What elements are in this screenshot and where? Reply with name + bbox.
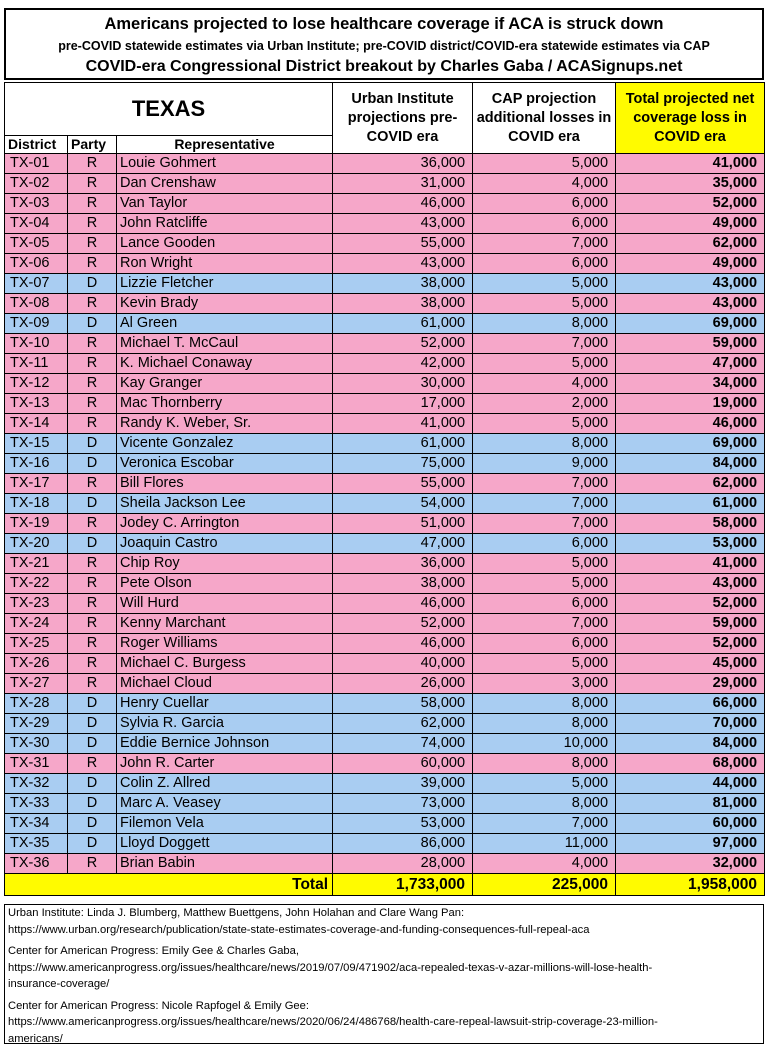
party-cell: D <box>68 774 117 794</box>
table-row <box>5 394 765 414</box>
cap-value-cell: 6,000 <box>473 214 616 234</box>
district-cell: TX-26 <box>5 654 68 674</box>
urban-value-cell: 53,000 <box>333 814 473 834</box>
representative-cell: John R. Carter <box>117 754 333 774</box>
party-cell: R <box>68 634 117 654</box>
total-value-cell: 59,000 <box>616 334 765 354</box>
cap-value-cell: 8,000 <box>473 314 616 334</box>
table-row <box>5 654 765 674</box>
party-cell: R <box>68 334 117 354</box>
table-row <box>5 774 765 794</box>
party-cell: R <box>68 474 117 494</box>
col-party-header: Party <box>68 136 117 154</box>
table-row <box>5 814 765 834</box>
representative-cell: Eddie Bernice Johnson <box>117 734 333 754</box>
cap-value-cell: 8,000 <box>473 714 616 734</box>
district-cell: TX-15 <box>5 434 68 454</box>
source-citation: Center for American Progress: Emily Gee & Charles Gaba, <box>8 945 299 957</box>
representative-cell: Filemon Vela <box>117 814 333 834</box>
sources-notes <box>4 904 764 1044</box>
source-url: insurance-coverage/ <box>8 978 110 990</box>
table-row <box>5 234 765 254</box>
col-total-header: Total projected net coverage loss in COVID era <box>616 83 765 154</box>
table-row <box>5 174 765 194</box>
urban-value-cell: 39,000 <box>333 774 473 794</box>
urban-value-cell: 60,000 <box>333 754 473 774</box>
table-row <box>5 834 765 854</box>
representative-cell: K. Michael Conaway <box>117 354 333 374</box>
urban-value-cell: 55,000 <box>333 234 473 254</box>
district-cell: TX-11 <box>5 354 68 374</box>
urban-value-cell: 43,000 <box>333 254 473 274</box>
urban-value-cell: 75,000 <box>333 454 473 474</box>
total-value-cell: 69,000 <box>616 434 765 454</box>
representative-cell: Marc A. Veasey <box>117 794 333 814</box>
urban-value-cell: 28,000 <box>333 854 473 874</box>
total-value-cell: 41,000 <box>616 154 765 174</box>
party-cell: D <box>68 714 117 734</box>
cap-value-cell: 5,000 <box>473 414 616 434</box>
representative-cell: Roger Williams <box>117 634 333 654</box>
representative-cell: Lloyd Doggett <box>117 834 333 854</box>
table-row <box>5 314 765 334</box>
cap-value-cell: 7,000 <box>473 614 616 634</box>
title-box <box>4 8 764 80</box>
representative-cell: Lance Gooden <box>117 234 333 254</box>
district-cell: TX-33 <box>5 794 68 814</box>
representative-cell: Kevin Brady <box>117 294 333 314</box>
table-row <box>5 334 765 354</box>
total-value-cell: 60,000 <box>616 814 765 834</box>
representative-cell: Ron Wright <box>117 254 333 274</box>
cap-value-cell: 8,000 <box>473 754 616 774</box>
source-note <box>5 905 763 938</box>
cap-value-cell: 5,000 <box>473 354 616 374</box>
representative-cell: Lizzie Fletcher <box>117 274 333 294</box>
total-value-cell: 43,000 <box>616 294 765 314</box>
total-value-cell: 46,000 <box>616 414 765 434</box>
cap-value-cell: 6,000 <box>473 594 616 614</box>
party-cell: R <box>68 514 117 534</box>
representative-cell: Mac Thornberry <box>117 394 333 414</box>
table-row <box>5 354 765 374</box>
cap-value-cell: 3,000 <box>473 674 616 694</box>
total-value-cell: 52,000 <box>616 634 765 654</box>
table-row <box>5 574 765 594</box>
cap-value-cell: 5,000 <box>473 574 616 594</box>
urban-value-cell: 46,000 <box>333 634 473 654</box>
total-value-cell: 35,000 <box>616 174 765 194</box>
urban-value-cell: 36,000 <box>333 154 473 174</box>
district-cell: TX-23 <box>5 594 68 614</box>
district-cell: TX-02 <box>5 174 68 194</box>
urban-value-cell: 42,000 <box>333 354 473 374</box>
party-cell: R <box>68 354 117 374</box>
table-row <box>5 554 765 574</box>
district-cell: TX-01 <box>5 154 68 174</box>
district-cell: TX-05 <box>5 234 68 254</box>
representative-cell: Henry Cuellar <box>117 694 333 714</box>
total-value-cell: 53,000 <box>616 534 765 554</box>
district-cell: TX-16 <box>5 454 68 474</box>
urban-value-cell: 41,000 <box>333 414 473 434</box>
total-value-cell: 49,000 <box>616 254 765 274</box>
urban-value-cell: 30,000 <box>333 374 473 394</box>
district-cell: TX-10 <box>5 334 68 354</box>
party-cell: R <box>68 254 117 274</box>
total-value-cell: 62,000 <box>616 234 765 254</box>
urban-value-cell: 55,000 <box>333 474 473 494</box>
cap-value-cell: 5,000 <box>473 154 616 174</box>
urban-value-cell: 52,000 <box>333 614 473 634</box>
cap-value-cell: 5,000 <box>473 274 616 294</box>
table-row <box>5 274 765 294</box>
table-row <box>5 854 765 874</box>
urban-value-cell: 51,000 <box>333 514 473 534</box>
table-row <box>5 694 765 714</box>
party-cell: D <box>68 274 117 294</box>
table-row <box>5 614 765 634</box>
urban-value-cell: 36,000 <box>333 554 473 574</box>
urban-value-cell: 52,000 <box>333 334 473 354</box>
total-value-cell: 41,000 <box>616 554 765 574</box>
cap-value-cell: 6,000 <box>473 194 616 214</box>
cap-value-cell: 11,000 <box>473 834 616 854</box>
col-urban-header: Urban Institute projections pre-COVID era <box>333 83 473 154</box>
representative-cell: Kay Granger <box>117 374 333 394</box>
party-cell: R <box>68 594 117 614</box>
district-cell: TX-31 <box>5 754 68 774</box>
table-row <box>5 514 765 534</box>
total-value-cell: 47,000 <box>616 354 765 374</box>
district-cell: TX-34 <box>5 814 68 834</box>
table-row <box>5 754 765 774</box>
party-cell: R <box>68 214 117 234</box>
district-cell: TX-03 <box>5 194 68 214</box>
party-cell: R <box>68 654 117 674</box>
representative-cell: Will Hurd <box>117 594 333 614</box>
table-row <box>5 494 765 514</box>
party-cell: D <box>68 494 117 514</box>
total-row <box>5 874 765 896</box>
representative-cell: Pete Olson <box>117 574 333 594</box>
total-urban: 1,733,000 <box>333 874 473 896</box>
party-cell: R <box>68 294 117 314</box>
table-row <box>5 734 765 754</box>
district-cell: TX-08 <box>5 294 68 314</box>
district-cell: TX-25 <box>5 634 68 654</box>
party-cell: D <box>68 534 117 554</box>
source-citation: Urban Institute: Linda J. Blumberg, Matthew Buettgens, John Holahan and Clare Wang Pan: <box>8 907 465 919</box>
source-note <box>5 998 763 1048</box>
cap-value-cell: 5,000 <box>473 554 616 574</box>
district-cell: TX-22 <box>5 574 68 594</box>
total-value-cell: 66,000 <box>616 694 765 714</box>
table-row <box>5 294 765 314</box>
total-value-cell: 62,000 <box>616 474 765 494</box>
district-cell: TX-13 <box>5 394 68 414</box>
urban-value-cell: 61,000 <box>333 314 473 334</box>
cap-value-cell: 8,000 <box>473 794 616 814</box>
party-cell: R <box>68 394 117 414</box>
representative-cell: Brian Babin <box>117 854 333 874</box>
urban-value-cell: 46,000 <box>333 194 473 214</box>
urban-value-cell: 47,000 <box>333 534 473 554</box>
representative-cell: Van Taylor <box>117 194 333 214</box>
cap-value-cell: 7,000 <box>473 514 616 534</box>
table-row <box>5 194 765 214</box>
party-cell: R <box>68 234 117 254</box>
party-cell: D <box>68 834 117 854</box>
district-cell: TX-32 <box>5 774 68 794</box>
total-net: 1,958,000 <box>616 874 765 896</box>
district-cell: TX-28 <box>5 694 68 714</box>
representative-cell: Vicente Gonzalez <box>117 434 333 454</box>
table-row <box>5 154 765 174</box>
total-value-cell: 34,000 <box>616 374 765 394</box>
urban-value-cell: 54,000 <box>333 494 473 514</box>
representative-cell: Veronica Escobar <box>117 454 333 474</box>
table-row <box>5 434 765 454</box>
district-cell: TX-30 <box>5 734 68 754</box>
total-value-cell: 97,000 <box>616 834 765 854</box>
total-cap: 225,000 <box>473 874 616 896</box>
state-name: TEXAS <box>5 83 333 136</box>
district-cell: TX-04 <box>5 214 68 234</box>
district-cell: TX-20 <box>5 534 68 554</box>
representative-cell: Sheila Jackson Lee <box>117 494 333 514</box>
party-cell: R <box>68 174 117 194</box>
total-value-cell: 70,000 <box>616 714 765 734</box>
total-value-cell: 81,000 <box>616 794 765 814</box>
cap-value-cell: 6,000 <box>473 634 616 654</box>
party-cell: D <box>68 794 117 814</box>
cap-value-cell: 2,000 <box>473 394 616 414</box>
representative-cell: Randy K. Weber, Sr. <box>117 414 333 434</box>
cap-value-cell: 6,000 <box>473 254 616 274</box>
total-value-cell: 49,000 <box>616 214 765 234</box>
table-row <box>5 674 765 694</box>
total-value-cell: 29,000 <box>616 674 765 694</box>
representative-cell: Al Green <box>117 314 333 334</box>
representative-cell: Sylvia R. Garcia <box>117 714 333 734</box>
party-cell: D <box>68 314 117 334</box>
col-rep-header: Representative <box>117 136 333 154</box>
party-cell: D <box>68 694 117 714</box>
representative-cell: Colin Z. Allred <box>117 774 333 794</box>
representative-cell: Jodey C. Arrington <box>117 514 333 534</box>
district-cell: TX-09 <box>5 314 68 334</box>
district-cell: TX-06 <box>5 254 68 274</box>
cap-value-cell: 5,000 <box>473 294 616 314</box>
col-district-header: District <box>5 136 68 154</box>
total-value-cell: 58,000 <box>616 514 765 534</box>
total-value-cell: 61,000 <box>616 494 765 514</box>
urban-value-cell: 38,000 <box>333 294 473 314</box>
cap-value-cell: 7,000 <box>473 474 616 494</box>
table-row <box>5 414 765 434</box>
table-row <box>5 254 765 274</box>
urban-value-cell: 38,000 <box>333 274 473 294</box>
representative-cell: Michael Cloud <box>117 674 333 694</box>
party-cell: R <box>68 574 117 594</box>
urban-value-cell: 43,000 <box>333 214 473 234</box>
party-cell: D <box>68 814 117 834</box>
source-url: americans/ <box>8 1032 63 1045</box>
representative-cell: Bill Flores <box>117 474 333 494</box>
urban-value-cell: 31,000 <box>333 174 473 194</box>
cap-value-cell: 8,000 <box>473 434 616 454</box>
district-cell: TX-18 <box>5 494 68 514</box>
cap-value-cell: 9,000 <box>473 454 616 474</box>
cap-value-cell: 5,000 <box>473 654 616 674</box>
title-main: Americans projected to lose healthcare coverage if ACA is struck down <box>104 15 664 33</box>
total-value-cell: 52,000 <box>616 194 765 214</box>
representative-cell: Michael C. Burgess <box>117 654 333 674</box>
total-value-cell: 84,000 <box>616 734 765 754</box>
cap-value-cell: 7,000 <box>473 494 616 514</box>
representative-cell: Chip Roy <box>117 554 333 574</box>
total-value-cell: 45,000 <box>616 654 765 674</box>
urban-value-cell: 74,000 <box>333 734 473 754</box>
title-sources: pre-COVID statewide estimates via Urban Institute; pre-COVID district/COVID-era statewide estimates via CAP <box>58 39 710 53</box>
source-url: https://www.americanprogress.org/issues/healthcare/news/2020/06/24/486768/health-care-repeal-lawsuit-strip-coverage-23-million- <box>8 1016 658 1028</box>
district-cell: TX-35 <box>5 834 68 854</box>
cap-value-cell: 8,000 <box>473 694 616 714</box>
party-cell: D <box>68 434 117 454</box>
district-cell: TX-17 <box>5 474 68 494</box>
table-row <box>5 214 765 234</box>
cap-value-cell: 7,000 <box>473 234 616 254</box>
table-row <box>5 454 765 474</box>
table-row <box>5 534 765 554</box>
cap-value-cell: 7,000 <box>473 334 616 354</box>
representative-cell: Michael T. McCaul <box>117 334 333 354</box>
table-body <box>5 154 765 874</box>
cap-value-cell: 6,000 <box>473 534 616 554</box>
cap-value-cell: 4,000 <box>473 374 616 394</box>
district-cell: TX-27 <box>5 674 68 694</box>
table-row <box>5 594 765 614</box>
representative-cell: John Ratcliffe <box>117 214 333 234</box>
table-row <box>5 634 765 654</box>
representative-cell: Dan Crenshaw <box>117 174 333 194</box>
urban-value-cell: 38,000 <box>333 574 473 594</box>
district-cell: TX-24 <box>5 614 68 634</box>
party-cell: R <box>68 674 117 694</box>
total-label: Total <box>5 874 333 896</box>
representative-cell: Joaquin Castro <box>117 534 333 554</box>
urban-value-cell: 46,000 <box>333 594 473 614</box>
district-cell: TX-12 <box>5 374 68 394</box>
party-cell: R <box>68 194 117 214</box>
cap-value-cell: 4,000 <box>473 854 616 874</box>
representative-cell: Louie Gohmert <box>117 154 333 174</box>
source-note <box>5 943 763 993</box>
table-row <box>5 714 765 734</box>
district-cell: TX-21 <box>5 554 68 574</box>
party-cell: R <box>68 754 117 774</box>
title-credit: COVID-era Congressional District breakout by Charles Gaba / ACASignups.net <box>85 58 683 75</box>
total-value-cell: 52,000 <box>616 594 765 614</box>
urban-value-cell: 62,000 <box>333 714 473 734</box>
district-cell: TX-29 <box>5 714 68 734</box>
cap-value-cell: 10,000 <box>473 734 616 754</box>
party-cell: D <box>68 454 117 474</box>
total-value-cell: 59,000 <box>616 614 765 634</box>
cap-value-cell: 5,000 <box>473 774 616 794</box>
table-row <box>5 374 765 394</box>
district-cell: TX-07 <box>5 274 68 294</box>
district-cell: TX-14 <box>5 414 68 434</box>
party-cell: D <box>68 734 117 754</box>
urban-value-cell: 40,000 <box>333 654 473 674</box>
cap-value-cell: 4,000 <box>473 174 616 194</box>
representative-cell: Kenny Marchant <box>117 614 333 634</box>
party-cell: R <box>68 374 117 394</box>
urban-value-cell: 86,000 <box>333 834 473 854</box>
party-cell: R <box>68 554 117 574</box>
district-cell: TX-36 <box>5 854 68 874</box>
source-url: https://www.urban.org/research/publication/state-state-estimates-coverage-and-funding-consequences-full-repeal-aca <box>8 923 590 936</box>
total-value-cell: 43,000 <box>616 574 765 594</box>
total-value-cell: 69,000 <box>616 314 765 334</box>
urban-value-cell: 26,000 <box>333 674 473 694</box>
urban-value-cell: 73,000 <box>333 794 473 814</box>
total-value-cell: 68,000 <box>616 754 765 774</box>
coverage-table <box>4 82 765 896</box>
table-row <box>5 794 765 814</box>
party-cell: R <box>68 414 117 434</box>
table-row <box>5 474 765 494</box>
header-row <box>5 83 765 136</box>
total-value-cell: 19,000 <box>616 394 765 414</box>
total-value-cell: 43,000 <box>616 274 765 294</box>
district-cell: TX-19 <box>5 514 68 534</box>
urban-value-cell: 58,000 <box>333 694 473 714</box>
cap-value-cell: 7,000 <box>473 814 616 834</box>
col-cap-header: CAP projection additional losses in COVID era <box>473 83 616 154</box>
party-cell: R <box>68 854 117 874</box>
source-citation: Center for American Progress: Nicole Rapfogel & Emily Gee: <box>8 999 309 1012</box>
party-cell: R <box>68 154 117 174</box>
urban-value-cell: 61,000 <box>333 434 473 454</box>
total-value-cell: 44,000 <box>616 774 765 794</box>
total-value-cell: 32,000 <box>616 854 765 874</box>
urban-value-cell: 17,000 <box>333 394 473 414</box>
total-value-cell: 84,000 <box>616 454 765 474</box>
party-cell: R <box>68 614 117 634</box>
source-url: https://www.americanprogress.org/issues/healthcare/news/2019/07/09/471902/aca-repealed-texas-v-azar-millions-will-lose-health- <box>8 961 653 974</box>
